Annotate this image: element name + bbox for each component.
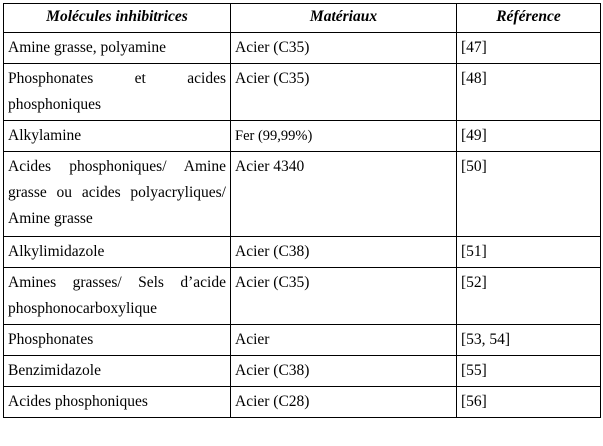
molecule-cell: Amines grasses/ Sels d’acide phosphonocarboxylique [4,268,231,325]
molecule-cell: Benzimidazole [4,356,231,387]
material-cell: Acier (C38) [231,237,457,268]
header-reference: Référence [457,4,601,33]
table-row [4,268,601,325]
material-cell: Acier (C35) [231,33,457,64]
molecule-cell: Phosphonates et acides phosphoniques [4,64,231,121]
molecule-cell: Alkylimidazole [4,237,231,268]
table-row [4,356,601,387]
reference-cell: [48] [457,64,601,121]
material-cell: Acier (C28) [231,387,457,418]
inhibitor-table [3,3,601,418]
molecule-cell: Acides phosphoniques/ Amine grasse ou acides polyacryliques/ Amine grasse [4,152,231,237]
header-molecules: Molécules inhibitrices [4,4,231,33]
material-cell: Acier [231,325,457,356]
table-row [4,387,601,418]
material-cell: Fer (99,99%) [231,121,457,152]
table-header-row [4,4,601,33]
molecule-cell: Phosphonates [4,325,231,356]
table-row [4,325,601,356]
material-cell: Acier (C38) [231,356,457,387]
molecule-cell: Acides phosphoniques [4,387,231,418]
table-row [4,121,601,152]
reference-cell: [51] [457,237,601,268]
table-row [4,64,601,121]
header-materials: Matériaux [231,4,457,33]
molecule-cell: Alkylamine [4,121,231,152]
table-row [4,33,601,64]
molecule-cell: Amine grasse, polyamine [4,33,231,64]
reference-cell: [53, 54] [457,325,601,356]
table-row [4,237,601,268]
reference-cell: [47] [457,33,601,64]
reference-cell: [52] [457,268,601,325]
table-row [4,152,601,237]
material-cell: Acier (C35) [231,64,457,121]
material-cell: Acier 4340 [231,152,457,237]
reference-cell: [56] [457,387,601,418]
reference-cell: [50] [457,152,601,237]
material-cell: Acier (C35) [231,268,457,325]
reference-cell: [49] [457,121,601,152]
reference-cell: [55] [457,356,601,387]
